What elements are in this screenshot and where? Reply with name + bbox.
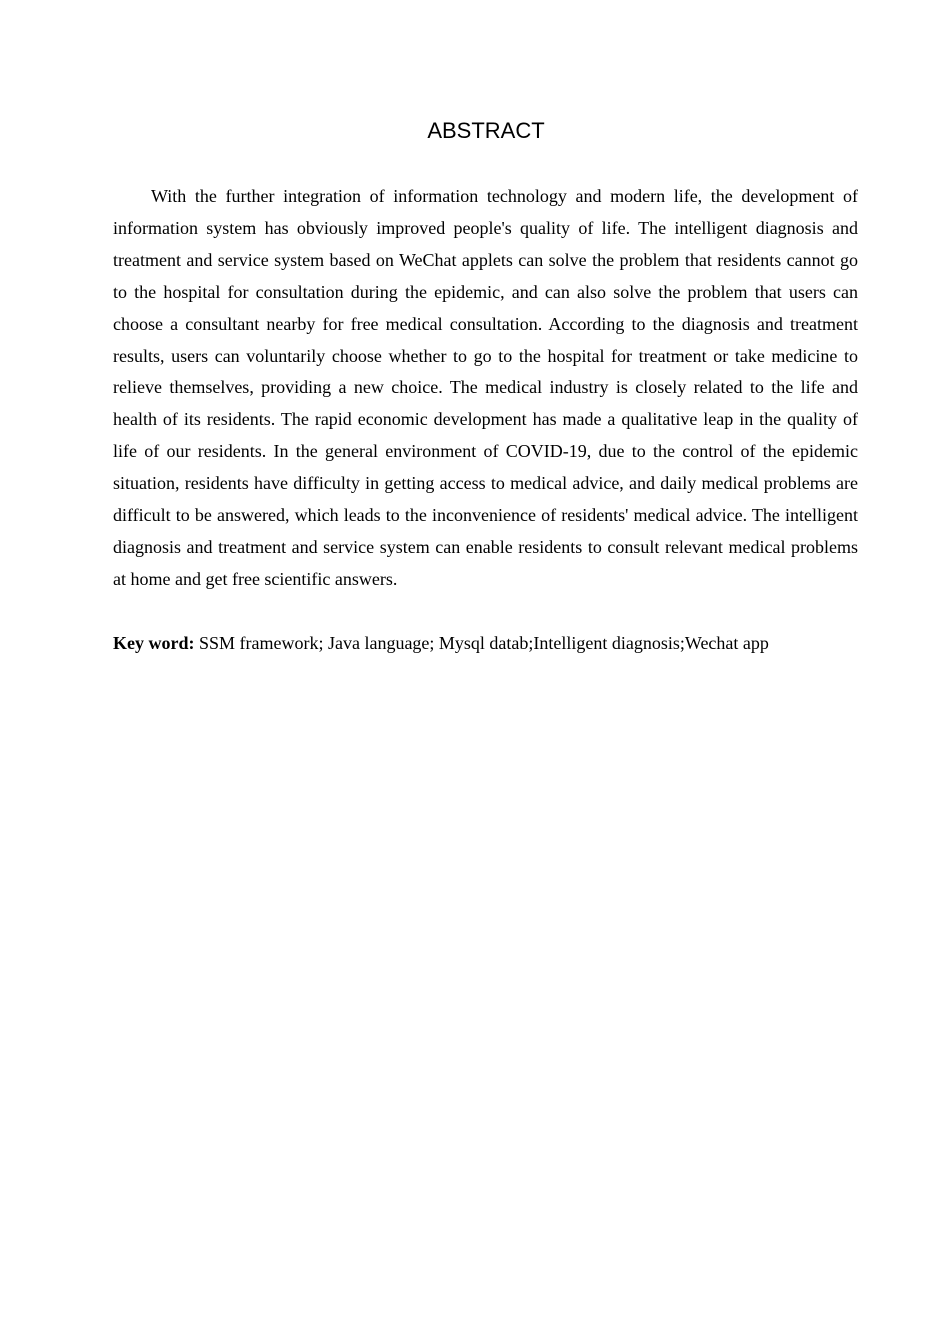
abstract-paragraph: With the further integration of information technology and modern life, the development of information system has obviously improved people's quality of life. The intelligent diagnosis and treatment and service system based on WeChat applets can solve the problem that residents cannot go to the hospital for consultation during the epidemic, and can also solve the problem that users can choose a consultant nearby for free medical consultation. According to the diagnosis and treatment results, users can voluntarily choose whether to go to the hospital for treatment or take medicine to relieve themselves, providing a new choice. The medical industry is closely related to the life and health of its residents. The rapid economic development has made a qualitative leap in the quality of life of our residents. In the general environment of COVID-19, due to the control of the epidemic situation, residents have difficulty in getting access to medical advice, and daily medical problems are difficult to be answered, which leads to the inconvenience of residents' medical advice. The intelligent diagnosis and treatment and service system can enable residents to consult relevant medical problems at home and get free scientific answers.	[113, 186, 858, 589]
keywords-line	[113, 628, 873, 660]
abstract-title: ABSTRACT	[427, 118, 545, 143]
keywords-text: SSM framework; Java language; Mysql datab;Intelligent diagnosis;Wechat app	[194, 633, 769, 653]
keywords-label: Key word:	[113, 633, 195, 653]
